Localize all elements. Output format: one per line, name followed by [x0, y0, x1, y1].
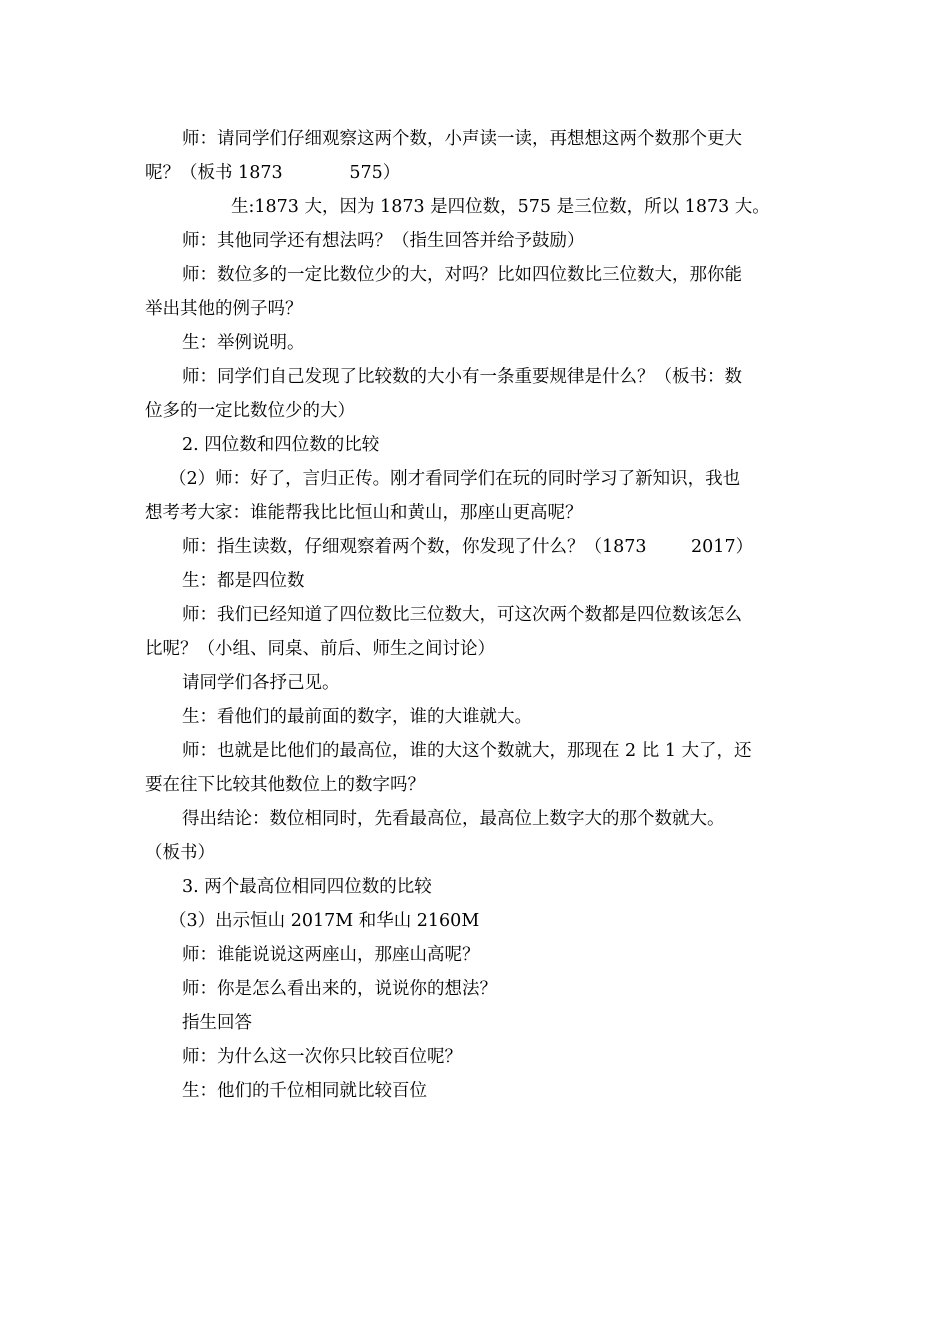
text-line: 师：请同学们仔细观察这两个数，小声读一读，再想想这两个数那个更大 [182, 129, 742, 149]
text-line: 生：举例说明。 [182, 333, 305, 353]
text-line: 师：你是怎么看出来的，说说你的想法？ [182, 979, 497, 999]
text-line: 师：为什么这一次你只比较百位呢？ [182, 1047, 462, 1067]
text-line: 得出结论：数位相同时，先看最高位，最高位上数字大的那个数就大。 [182, 809, 725, 829]
text-line: 指生回答 [182, 1013, 252, 1033]
text-line: 师：其他同学还有想法吗？（指生回答并给予鼓励） [182, 231, 585, 251]
text-line: 比呢？（小组、同桌、前后、师生之间讨论） [145, 639, 495, 659]
text-line: 师：数位多的一定比数位少的大，对吗？比如四位数比三位数大，那你能 [182, 265, 742, 285]
section-heading: 3. 两个最高位相同四位数的比较 [182, 877, 432, 897]
text-line: 请同学们各抒己见。 [182, 673, 340, 693]
text-line: 要在往下比较其他数位上的数字吗？ [145, 775, 425, 795]
text-line: （板书） [145, 843, 215, 863]
text-line: 生:1873 大，因为 1873 是四位数，575 是三位数，所以 1873 大。 [231, 197, 770, 217]
text-line: 师：同学们自己发现了比较数的大小有一条重要规律是什么？（板书：数 [182, 367, 742, 387]
text-line: 想考考大家：谁能帮我比比恒山和黄山，那座山更高呢？ [145, 503, 583, 523]
text-line: 师：我们已经知道了四位数比三位数大，可这次两个数都是四位数该怎么 [182, 605, 742, 625]
text-line: 举出其他的例子吗？ [145, 299, 303, 319]
section-heading: 2. 四位数和四位数的比较 [182, 435, 380, 455]
document-body [145, 122, 810, 1108]
text-line: （3）出示恒山 2017M 和华山 2160M [169, 911, 480, 931]
text-line: 师：谁能说说这两座山，那座山高呢？ [182, 945, 480, 965]
text-line: 生：都是四位数 [182, 571, 305, 591]
text-line: 师：指生读数，仔细观察着两个数，你发现了什么？（1873 2017） [182, 537, 754, 557]
text-line: 位多的一定比数位少的大） [145, 401, 355, 421]
text-line: 生：看他们的最前面的数字，谁的大谁就大。 [182, 707, 532, 727]
text-line: 生：他们的千位相同就比较百位 [182, 1081, 427, 1101]
text-line: 呢？（板书 1873 575） [145, 163, 401, 183]
text-line: （2）师：好了，言归正传。刚才看同学们在玩的同时学习了新知识，我也 [169, 469, 741, 489]
text-line: 师：也就是比他们的最高位，谁的大这个数就大，那现在 2 比 1 大了，还 [182, 741, 752, 761]
